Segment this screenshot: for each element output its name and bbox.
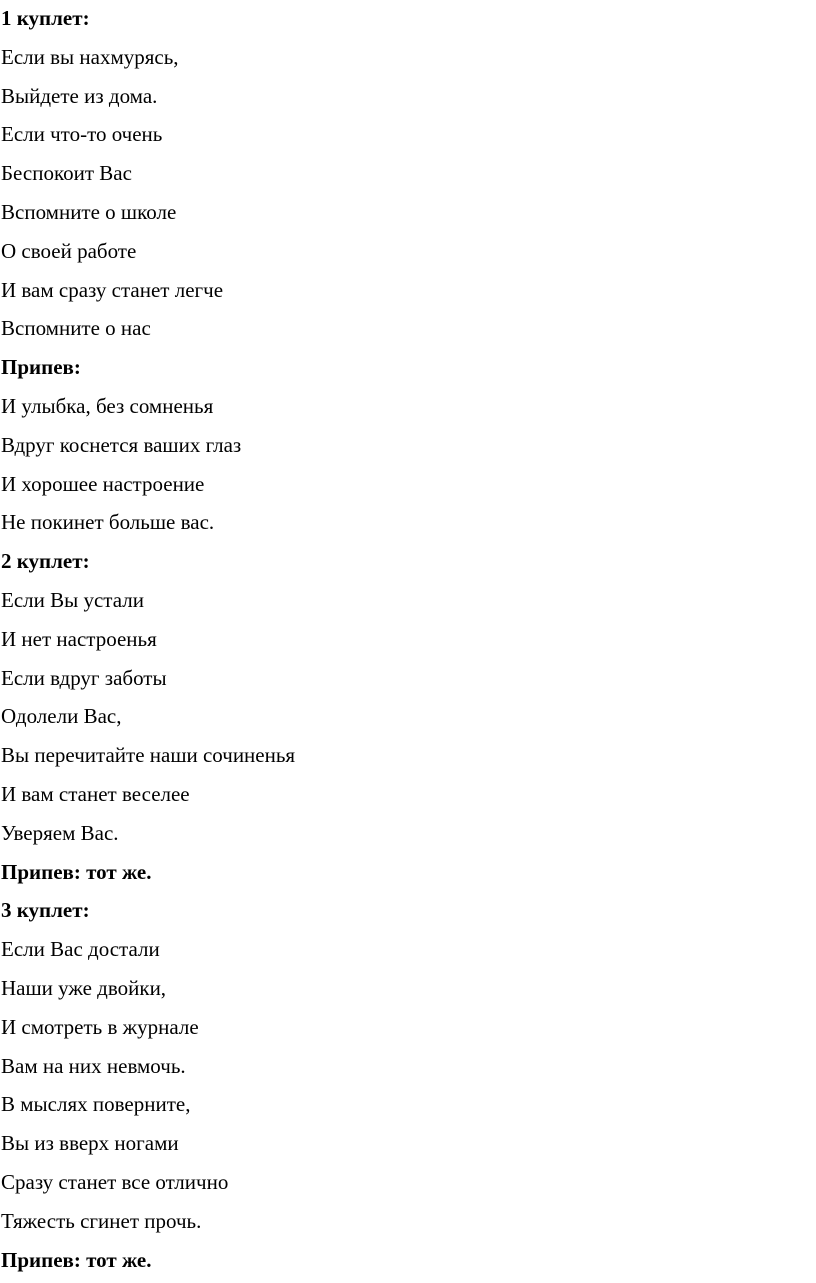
lyric-line: Уверяем Вас. xyxy=(1,820,119,845)
lyric-line: Беспокоит Вас xyxy=(1,161,132,186)
lyric-line: Вспомните о школе xyxy=(1,199,177,224)
lyric-line: Если вы нахмурясь, xyxy=(1,44,179,69)
lyric-line: Вы из вверх ногами xyxy=(1,1131,179,1156)
lyric-line: Не покинет больше вас. xyxy=(1,510,215,535)
lyric-line: Вы перечитайте наши сочиненья xyxy=(1,743,296,768)
lyric-line: Вдруг коснется ваших глаз xyxy=(1,432,242,457)
section-heading: Припев: тот же. xyxy=(1,1247,152,1272)
section-heading: 2 куплет: xyxy=(1,549,90,574)
lyric-line: Сразу станет все отлично xyxy=(1,1169,229,1194)
lyric-line: Выйдете из дома. xyxy=(1,83,158,108)
lyric-line: Наши уже двойки, xyxy=(1,975,167,1000)
section-heading: Припев: тот же. xyxy=(1,859,152,884)
lyric-line: Вспомните о нас xyxy=(1,316,151,341)
lyric-line: И смотреть в журнале xyxy=(1,1014,199,1039)
section-heading: 3 куплет: xyxy=(1,898,90,923)
lyric-line: О своей работе xyxy=(1,238,137,263)
lyric-line: Тяжесть сгинет прочь. xyxy=(1,1208,202,1233)
lyric-line: И вам станет веселее xyxy=(1,781,190,806)
lyric-line: Если Вы устали xyxy=(1,587,144,612)
lyric-line: И нет настроенья xyxy=(1,626,157,651)
section-heading: Припев: xyxy=(1,355,81,380)
lyric-line: Вам на них невмочь. xyxy=(1,1053,186,1078)
lyric-line: В мыслях поверните, xyxy=(1,1092,191,1117)
section-heading: 1 куплет: xyxy=(1,6,90,30)
lyric-line: И улыбка, без сомненья xyxy=(1,393,214,418)
lyric-line: И хорошее настроение xyxy=(1,471,205,496)
lyric-line: Если что-то очень xyxy=(1,122,163,147)
lyric-line: И вам сразу станет легче xyxy=(1,277,224,302)
lyric-line: Если вдруг заботы xyxy=(1,665,167,690)
lyric-line: Одолели Вас, xyxy=(1,704,122,729)
lyric-line: Если Вас достали xyxy=(1,937,160,962)
